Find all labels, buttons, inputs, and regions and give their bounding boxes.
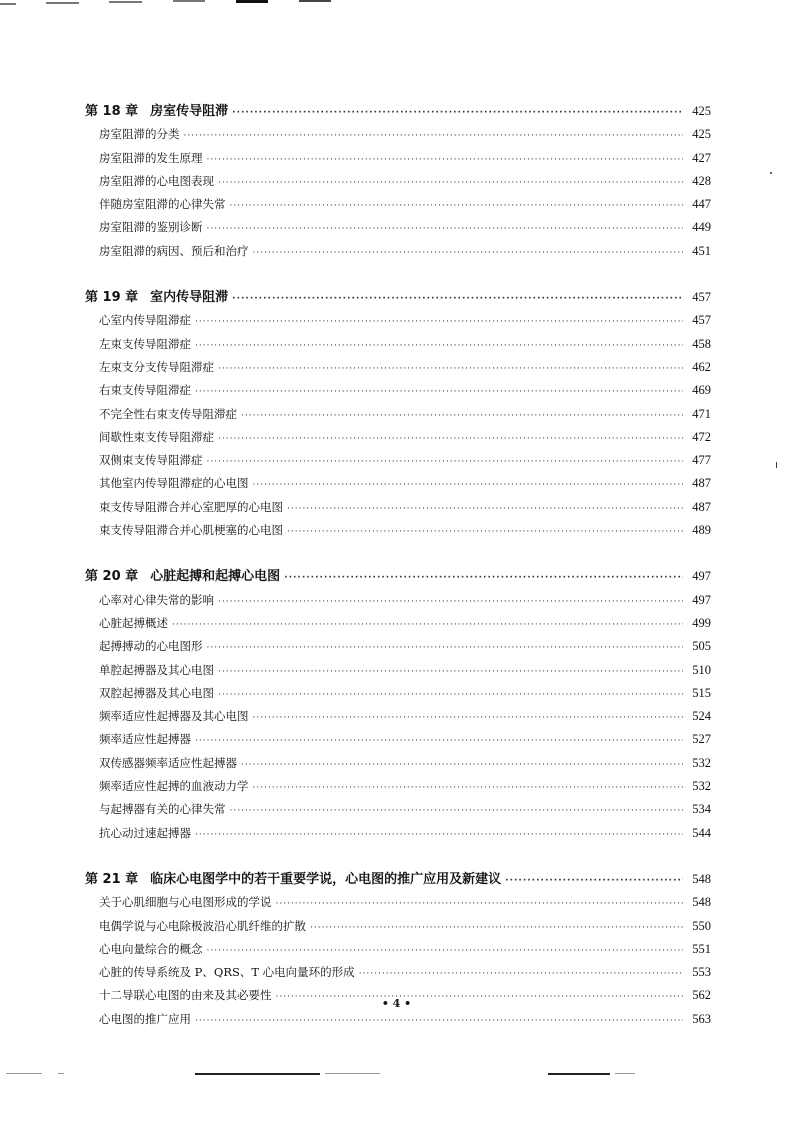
toc-entry[interactable] <box>85 472 711 495</box>
page-number: 457 <box>692 313 711 328</box>
page-number: 548 <box>692 895 711 910</box>
toc-entry[interactable] <box>85 356 711 379</box>
toc-entry[interactable] <box>85 240 711 263</box>
scan-mark <box>6 1073 42 1074</box>
scan-mark <box>236 0 268 3</box>
section-title: 电偶学说与心电除极波沿心肌纤维的扩散 <box>99 918 306 933</box>
section-title: 频率适应性起搏器 <box>99 732 191 747</box>
page-number: 477 <box>692 453 711 468</box>
table-of-contents <box>85 100 711 1054</box>
scan-mark <box>615 1073 635 1074</box>
scan-mark <box>0 3 16 5</box>
page-number: 515 <box>692 685 711 700</box>
toc-entry[interactable] <box>85 728 711 751</box>
section-title: 心电图的推广应用 <box>99 1011 191 1026</box>
toc-entry[interactable] <box>85 775 711 798</box>
page-footer-number: • 4 • <box>381 997 412 1010</box>
toc-entry[interactable] <box>85 193 711 216</box>
section-title: 不完全性右束支传导阻滞症 <box>99 406 237 421</box>
leader-dots <box>207 149 684 172</box>
toc-entry[interactable] <box>85 682 711 705</box>
scan-mark <box>58 1073 64 1074</box>
leader-dots <box>287 521 683 544</box>
toc-entry[interactable] <box>85 705 711 728</box>
toc-entry[interactable] <box>85 589 711 612</box>
scan-mark <box>109 1 142 3</box>
leader-dots <box>241 405 683 428</box>
page-number: 487 <box>692 499 711 514</box>
leader-dots <box>207 451 684 474</box>
chapter-title: 室内传导阻滞 <box>150 290 229 306</box>
chapter-heading[interactable] <box>85 868 711 891</box>
leader-dots <box>218 428 683 451</box>
leader-dots <box>287 498 683 521</box>
leader-dots <box>195 1010 683 1033</box>
leader-dots <box>218 661 683 684</box>
page-number: 497 <box>692 592 711 607</box>
scan-speck <box>770 172 772 174</box>
toc-entry[interactable] <box>85 496 711 519</box>
section-title: 双侧束支传导阻滞症 <box>99 453 203 468</box>
leader-dots <box>310 917 683 940</box>
leader-dots <box>184 125 684 148</box>
toc-entry[interactable] <box>85 309 711 332</box>
page-number: 487 <box>692 476 711 491</box>
toc-entry[interactable] <box>85 891 711 914</box>
section-title: 右束支传导阻滞症 <box>99 383 191 398</box>
section-title: 抗心动过速起搏器 <box>99 825 191 840</box>
leader-dots <box>195 730 683 753</box>
chapter-number: 第 19 章 <box>85 290 139 306</box>
page-number: 527 <box>692 732 711 747</box>
section-title: 左束支分支传导阻滞症 <box>99 359 214 374</box>
toc-entry[interactable] <box>85 426 711 449</box>
leader-dots <box>218 358 683 381</box>
leader-dots <box>207 218 684 241</box>
leader-dots <box>253 242 684 265</box>
chapter-19 <box>85 286 711 542</box>
leader-dots <box>195 824 683 847</box>
chapter-20 <box>85 565 711 845</box>
leader-dots <box>505 870 683 893</box>
toc-entry[interactable] <box>85 1008 711 1031</box>
page-number: 451 <box>692 243 711 258</box>
leader-dots <box>218 591 683 614</box>
page-number: 562 <box>692 988 711 1003</box>
leader-dots <box>230 195 684 218</box>
leader-dots <box>207 637 684 660</box>
section-title: 频率适应性起搏的血液动力学 <box>99 779 249 794</box>
toc-entry[interactable] <box>85 379 711 402</box>
page-number: 425 <box>692 104 711 118</box>
page-number: 469 <box>692 383 711 398</box>
section-title: 双腔起搏器及其心电图 <box>99 685 214 700</box>
section-title: 起搏搏动的心电图形 <box>99 639 203 654</box>
toc-entry[interactable] <box>85 123 711 146</box>
section-title: 十二导联心电图的由来及其必要性 <box>99 988 272 1003</box>
section-title: 频率适应性起搏器及其心电图 <box>99 709 249 724</box>
section-title: 左束支传导阻滞症 <box>99 336 191 351</box>
page-number: 534 <box>692 802 711 817</box>
toc-entry[interactable] <box>85 216 711 239</box>
toc-entry[interactable] <box>85 798 711 821</box>
leader-dots <box>232 288 683 311</box>
page-number: 497 <box>692 569 711 584</box>
page-number: 427 <box>692 150 711 165</box>
leader-dots <box>218 684 683 707</box>
scan-speck <box>776 462 777 468</box>
page-number: 489 <box>692 523 711 538</box>
toc-entry[interactable] <box>85 147 711 170</box>
toc-entry[interactable] <box>85 635 711 658</box>
leader-dots <box>218 172 683 195</box>
toc-entry[interactable] <box>85 612 711 635</box>
leader-dots <box>195 311 683 334</box>
toc-entry[interactable] <box>85 519 711 542</box>
leader-dots <box>232 102 683 125</box>
section-title: 伴随房室阻滞的心律失常 <box>99 197 226 212</box>
page-number: 548 <box>692 871 711 886</box>
page-number: 457 <box>692 290 711 305</box>
page-number: 544 <box>692 825 711 840</box>
chapter-18 <box>85 100 711 263</box>
page-number: 472 <box>692 429 711 444</box>
page-number: 553 <box>692 965 711 980</box>
section-title: 房室阻滞的发生原理 <box>99 150 203 165</box>
page-number: 462 <box>692 359 711 374</box>
scan-mark <box>325 1073 380 1074</box>
page-number: 550 <box>692 918 711 933</box>
page-number: 447 <box>692 197 711 212</box>
leader-dots <box>195 335 683 358</box>
scan-mark <box>548 1073 610 1075</box>
section-title: 其他室内传导阻滞症的心电图 <box>99 476 249 491</box>
section-title: 关于心肌细胞与心电图形成的学说 <box>99 895 272 910</box>
toc-entry[interactable] <box>85 915 711 938</box>
chapter-title: 临床心电图学中的若干重要学说，心电图的推广应用及新建议 <box>150 871 502 887</box>
chapter-heading[interactable] <box>85 565 711 588</box>
section-title: 房室阻滞的分类 <box>99 127 180 142</box>
chapter-heading[interactable] <box>85 100 711 123</box>
section-title: 与起搏器有关的心律失常 <box>99 802 226 817</box>
page-number: 505 <box>692 639 711 654</box>
page-number: 563 <box>692 1011 711 1026</box>
scan-mark <box>299 0 331 2</box>
toc-entry[interactable] <box>85 170 711 193</box>
page-number: 532 <box>692 779 711 794</box>
scan-mark <box>46 2 79 4</box>
leader-dots <box>284 567 683 590</box>
section-title: 束支传导阻滞合并心肌梗塞的心电图 <box>99 523 283 538</box>
toc-entry[interactable] <box>85 822 711 845</box>
chapter-heading[interactable] <box>85 286 711 309</box>
leader-dots <box>359 963 683 986</box>
page-number: 425 <box>692 127 711 142</box>
section-title: 间歇性束支传导阻滞症 <box>99 429 214 444</box>
leader-dots <box>253 707 684 730</box>
section-title: 心室内传导阻滞症 <box>99 313 191 328</box>
section-title: 心脏的传导系统及 P、QRS、T 心电向量环的形成 <box>99 965 355 980</box>
section-title: 心脏起搏概述 <box>99 615 168 630</box>
section-title: 房室阻滞的病因、预后和治疗 <box>99 243 249 258</box>
leader-dots <box>241 754 683 777</box>
toc-entry[interactable] <box>85 938 711 961</box>
leader-dots <box>195 381 683 404</box>
leader-dots <box>253 777 684 800</box>
toc-entry[interactable] <box>85 449 711 472</box>
page-number: 524 <box>692 709 711 724</box>
chapter-title: 房室传导阻滞 <box>150 104 229 119</box>
leader-dots <box>230 800 684 823</box>
section-title: 双传感器频率适应性起搏器 <box>99 755 237 770</box>
toc-entry[interactable] <box>85 403 711 426</box>
chapter-number: 第 20 章 <box>85 569 139 585</box>
page-number: 551 <box>692 941 711 956</box>
page-number: 532 <box>692 755 711 770</box>
toc-entry[interactable] <box>85 333 711 356</box>
leader-dots <box>253 474 684 497</box>
leader-dots <box>172 614 683 637</box>
section-title: 心电向量综合的概念 <box>99 941 203 956</box>
scan-mark <box>173 0 205 2</box>
leader-dots <box>207 940 684 963</box>
page-number: 471 <box>692 406 711 421</box>
section-title: 房室阻滞的心电图表现 <box>99 173 214 188</box>
chapter-title: 心脏起搏和起搏心电图 <box>150 569 281 585</box>
page-number: 499 <box>692 615 711 630</box>
leader-dots <box>276 893 684 916</box>
page-number: 510 <box>692 662 711 677</box>
toc-entry[interactable] <box>85 752 711 775</box>
page-number: 458 <box>692 336 711 351</box>
scan-mark <box>195 1073 320 1075</box>
chapter-number: 第 21 章 <box>85 871 139 887</box>
section-title: 束支传导阻滞合并心室肥厚的心电图 <box>99 499 283 514</box>
page-number: 428 <box>692 173 711 188</box>
toc-entry[interactable] <box>85 659 711 682</box>
section-title: 房室阻滞的鉴别诊断 <box>99 220 203 235</box>
toc-entry[interactable] <box>85 961 711 984</box>
section-title: 单腔起搏器及其心电图 <box>99 662 214 677</box>
chapter-number: 第 18 章 <box>85 104 139 119</box>
page-number: 449 <box>692 220 711 235</box>
section-title: 心率对心律失常的影响 <box>99 592 214 607</box>
